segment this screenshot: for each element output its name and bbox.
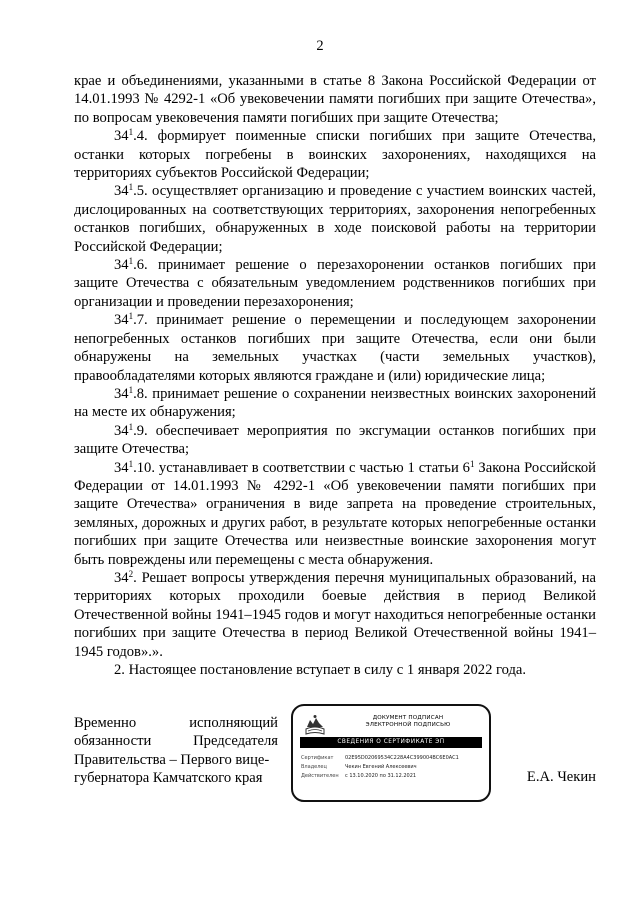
coat-of-arms-icon	[303, 713, 327, 737]
clause-text: .6. принимает решение о перезахоронении останков погибших при защите Отечества с обязательным уведомлением родственников погибших при организации и проведении перезахоронения;	[74, 257, 596, 310]
stamp-value: Чекин Евгений Алексеевич	[345, 764, 417, 770]
stamp-value: с 13.10.2020 по 31.12.2021	[345, 773, 417, 779]
clause-superscript: 1	[128, 256, 134, 267]
signatory-word: Председателя	[193, 733, 278, 750]
clause-superscript: 2	[128, 568, 134, 579]
stamp-header-line: ДОКУМЕНТ ПОДПИСАН	[372, 715, 444, 721]
paragraph-effective-date: 2. Настоящее постановление вступает в силу с 1 января 2022 года.	[114, 662, 527, 678]
signatory-line	[74, 714, 278, 732]
signer-name: Е.А. Чекин	[526, 769, 596, 785]
clause-number: 34	[114, 183, 129, 200]
paragraph-continuation: крае и объединениями, указанными в статье 8 Закона Российской Федерации от 14.01.1993 № 4292-1 «Об увековечении памяти погибших при защите Отечества», по вопросам увековечения памяти погибших при защите Отечества;	[74, 73, 596, 126]
clause-text: .8. принимает решение о сохранении неизвестных воинских захоронений на месте их обнаружения;	[74, 385, 596, 421]
clause-text: .5. осуществляет организацию и проведение с участием воинских частей, дислоцированных на соответствующих территориях, захоронения непогребенных останков погибших, обнаруженных в ходе поисковой работы на территории Российской Федерации;	[74, 183, 596, 255]
clause-text: . Решает вопросы утверждения перечня муниципальных образований, на территориях которых проходили боевые действия в период Великой Отечественной войны 1941–1945 годов и могут находиться непогребенные останки погибших при защите Отечества в период Великой Отечественной войны 1941–1945 годов».».	[74, 569, 596, 660]
signatory-line	[74, 732, 278, 750]
signatory-title	[74, 714, 278, 788]
clause-superscript: 1	[128, 127, 134, 138]
stamp-header-line: ЭЛЕКТРОННОЙ ПОДПИСЬЮ	[365, 722, 451, 729]
paragraph-34-1-10	[74, 459, 596, 569]
clause-number: 34	[114, 569, 129, 586]
clause-number: 34	[114, 459, 129, 476]
clause-superscript: 1	[128, 182, 134, 193]
clause-superscript: 1	[128, 311, 134, 322]
stamp-certificate-row	[301, 754, 459, 762]
stamp-label: Сертификат	[301, 755, 334, 761]
signatory-line: губернатора Камчатского края	[74, 770, 263, 787]
electronic-signature-stamp	[291, 704, 491, 802]
stamp-label: Владелец	[301, 764, 327, 770]
signatory-word: исполняющий	[189, 715, 278, 731]
clause-text: Закона Российской Федерации от 14.01.1993 № 4292-1 «Об увековечении памяти погибших при защите Отечества» ограничения в виде запрета на проведение строительных, земляных, дорожных и других работ, в результате которых непогребенные останки погибших при защите Отечества или неизвестные воинские захоронения могут быть повреждены или перемещены с места обнаружения.	[74, 459, 596, 568]
paragraph-34-1-8	[74, 385, 596, 422]
clause-number: 34	[114, 128, 129, 145]
page-number: 2	[316, 38, 324, 54]
paragraph-34-1-9	[74, 422, 596, 459]
clause-number: 34	[114, 385, 129, 402]
paragraph-34-1-6	[74, 256, 596, 311]
stamp-owner-row	[301, 763, 417, 771]
stamp-validity-row	[301, 772, 416, 780]
clause-text: .4. формирует поименные списки погибших при защите Отечества, останки которых погребены в воинских захоронениях, находящихся на территориях субъектов Российской Федерации;	[74, 128, 596, 182]
article-superscript: 1	[469, 458, 475, 469]
clause-text: .10. устанавливает в соответствии с частью 1 статьи 6	[133, 459, 470, 476]
clause-text: .7. принимает решение о перемещении и последующем захоронении непогребенных останков погибших при защите Отечества, если они были обнаружены на земельных участках (части земельных участков), правообладателями которых являются граждане и (или) юридические лица;	[74, 312, 596, 384]
clause-number: 34	[114, 257, 129, 274]
clause-number: 34	[114, 422, 129, 439]
signatory-word: обязанности	[74, 733, 152, 750]
stamp-certificate-band: СВЕДЕНИЯ О СЕРТИФИКАТЕ ЭП	[300, 737, 482, 748]
paragraph-34-1-5	[74, 182, 596, 256]
paragraph-34-1-7	[74, 311, 596, 385]
signatory-line: Правительства – Первого вице-	[74, 751, 270, 768]
clause-number: 34	[114, 312, 129, 329]
clause-superscript: 1	[128, 421, 134, 432]
document-body	[74, 72, 596, 679]
clause-text: .9. обеспечивает мероприятия по эксгумации останков погибших при защите Отечества;	[74, 422, 596, 458]
clause-superscript: 1	[128, 458, 134, 469]
stamp-header	[333, 715, 483, 730]
clause-superscript: 1	[128, 384, 134, 395]
paragraph-34-1-4	[74, 127, 596, 182]
stamp-value: 02E95D02069534C228A4C399004BC6E0AC1	[345, 755, 459, 761]
signatory-word: Временно	[74, 715, 137, 731]
stamp-label: Действителен	[301, 773, 339, 779]
paragraph-34-2	[74, 569, 596, 661]
signature-block	[74, 714, 596, 804]
